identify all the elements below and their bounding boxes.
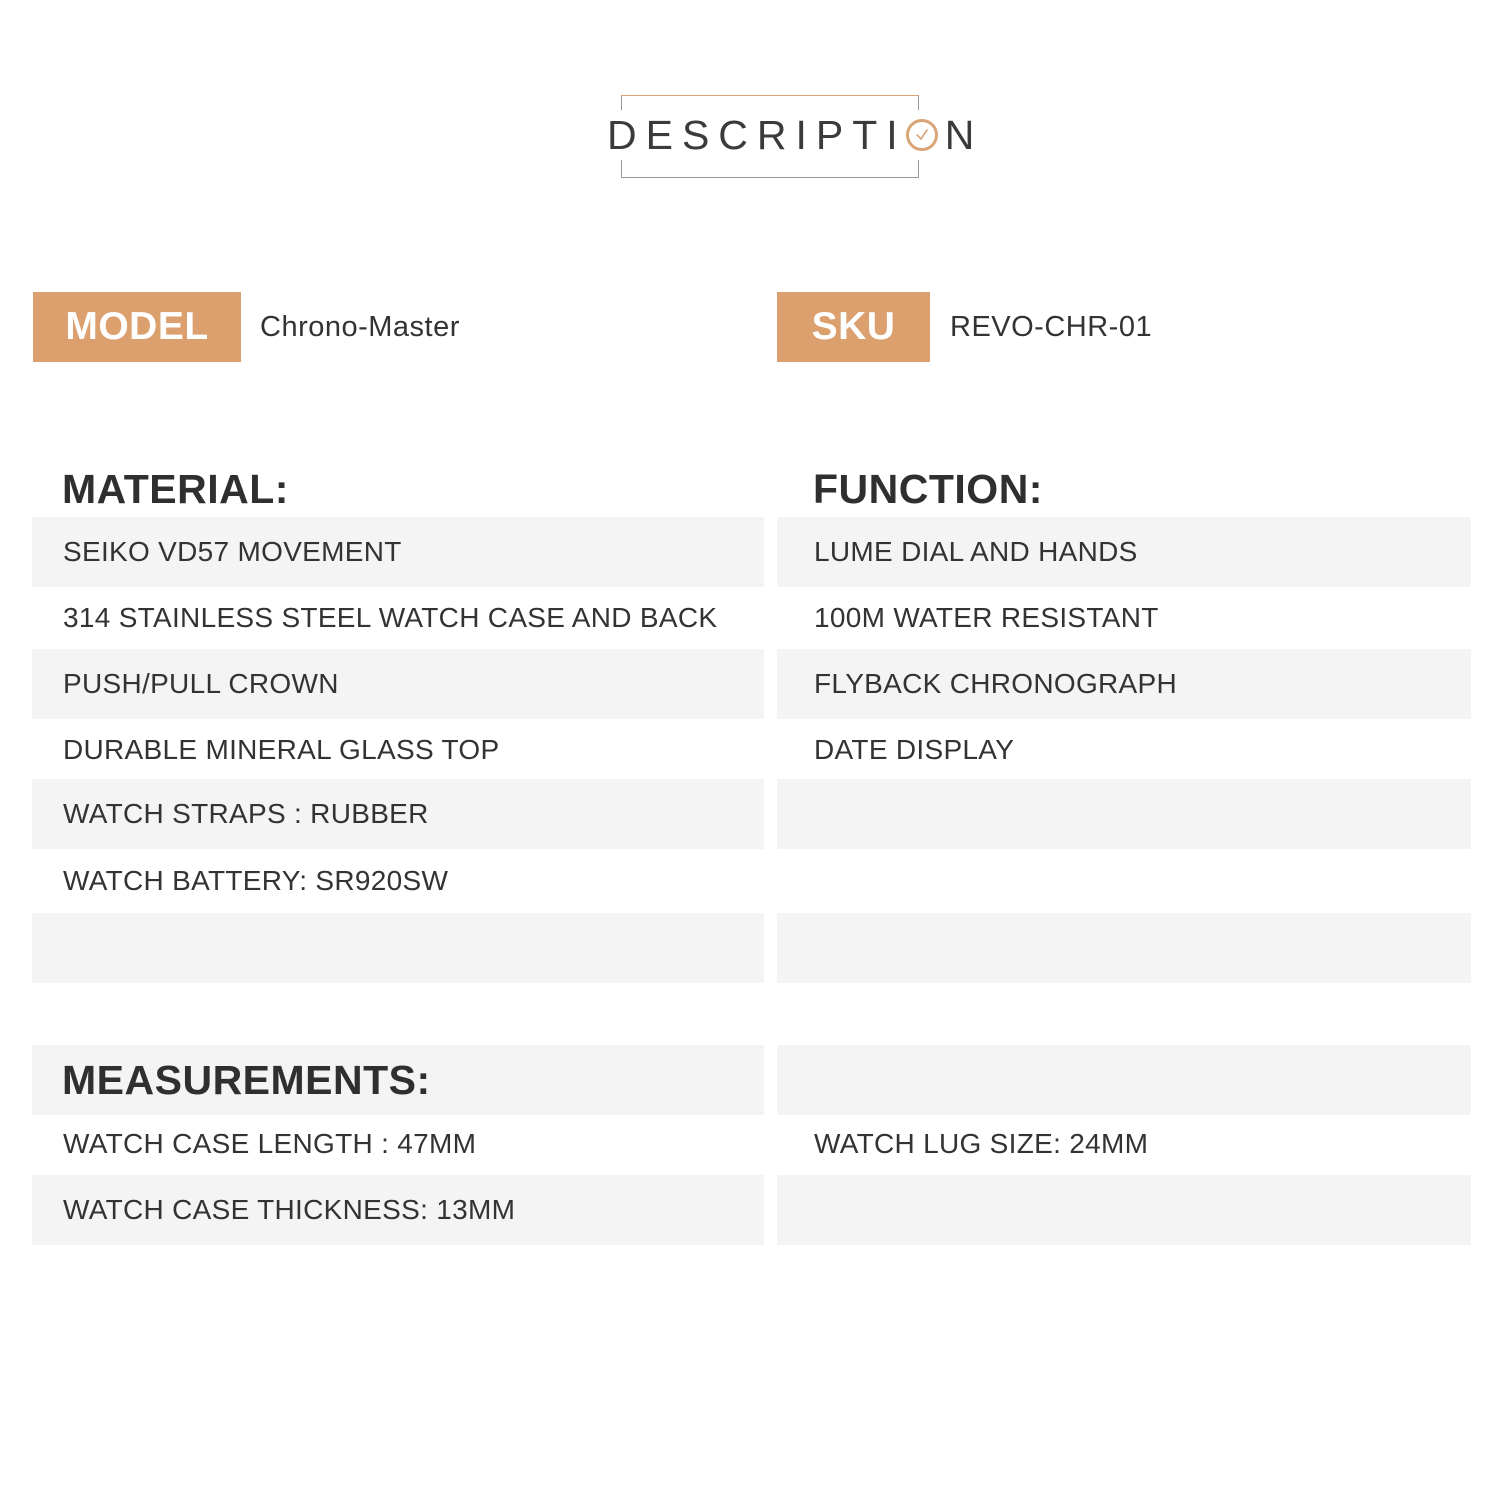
- function-item: FLYBACK CHRONOGRAPH: [777, 649, 1471, 719]
- function-heading: FUNCTION:: [813, 465, 1043, 512]
- function-empty-row: [777, 913, 1471, 983]
- watch-o-icon: [905, 118, 939, 152]
- measurement-item: WATCH CASE LENGTH : 47MM: [63, 1128, 477, 1159]
- measurements-heading-row: [32, 1045, 764, 1115]
- model-tag: MODEL: [33, 292, 241, 362]
- material-heading: MATERIAL:: [62, 465, 289, 512]
- title-text-start: DESCRIPTI: [607, 111, 907, 158]
- function-empty-row: [777, 779, 1471, 849]
- material-item: WATCH BATTERY: SR920SW: [63, 865, 449, 896]
- material-item: PUSH/PULL CROWN: [32, 649, 764, 719]
- measurements-empty-row: [777, 1045, 1471, 1115]
- title-text-end: N: [944, 111, 984, 158]
- material-item: WATCH STRAPS : RUBBER: [32, 779, 764, 849]
- measurement-item: WATCH CASE THICKNESS: 13MM: [32, 1175, 764, 1245]
- material-item: 314 STAINLESS STEEL WATCH CASE AND BACK: [63, 602, 718, 633]
- material-empty-row: [32, 913, 764, 983]
- measurements-empty-row: [777, 1175, 1471, 1245]
- measurement-item: WATCH LUG SIZE: 24MM: [814, 1128, 1149, 1159]
- function-item: DATE DISPLAY: [814, 734, 1015, 765]
- model-value: Chrono-Master: [260, 310, 460, 343]
- measurements-heading: MEASUREMENTS:: [62, 1056, 431, 1103]
- sku-value: REVO-CHR-01: [950, 310, 1153, 343]
- material-item: DURABLE MINERAL GLASS TOP: [63, 734, 500, 765]
- function-item: LUME DIAL AND HANDS: [777, 517, 1471, 587]
- page-title: [607, 110, 987, 160]
- material-item: SEIKO VD57 MOVEMENT: [32, 517, 764, 587]
- sku-tag: SKU: [777, 292, 930, 362]
- function-item: 100M WATER RESISTANT: [814, 602, 1159, 633]
